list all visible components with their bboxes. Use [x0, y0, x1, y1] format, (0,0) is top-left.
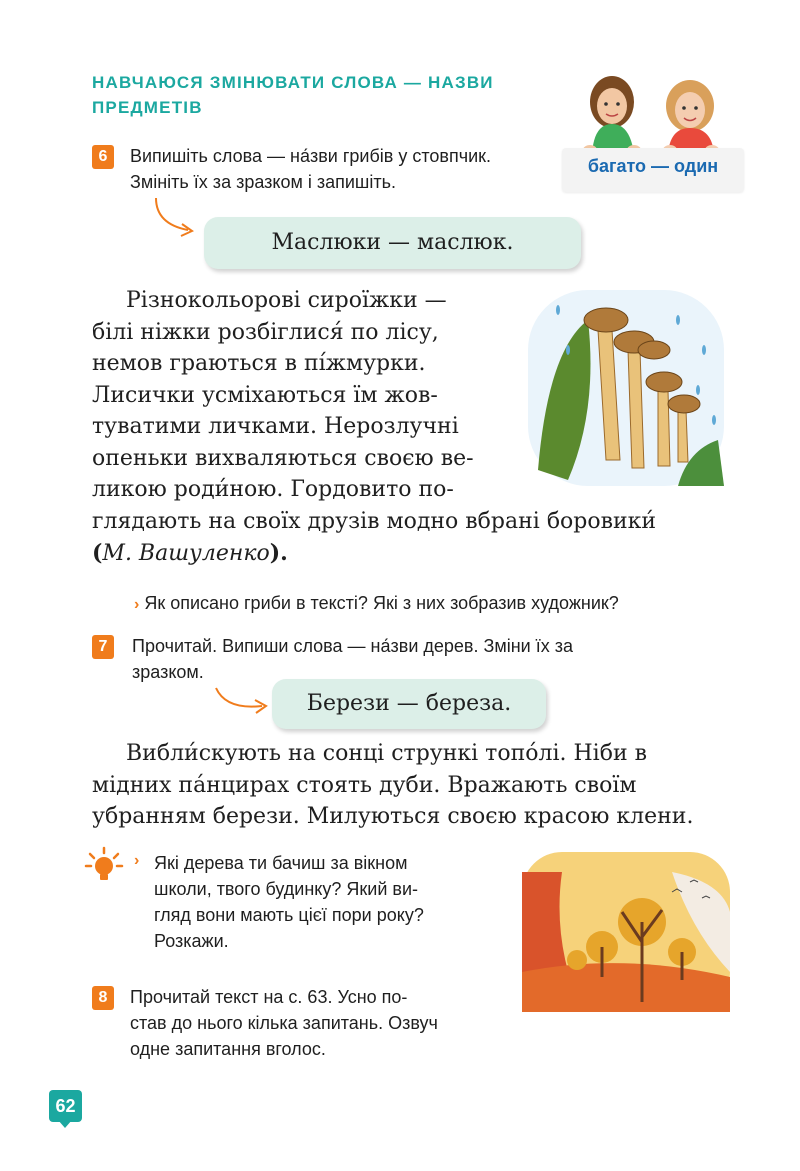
autumn-trees-illustration — [522, 852, 730, 1012]
reading1-line: білі ніжки розбіглися́ по лісу, — [92, 319, 439, 345]
task7-line-1: Прочитай. Випиши слова — на́зви дерев. Зміни їх за — [132, 636, 573, 656]
curved-arrow-icon — [150, 196, 200, 238]
reading-text-1 — [92, 285, 504, 506]
task6-line-1: Випишіть слова — на́зви грибів у стовпчик. — [130, 146, 492, 166]
banner-text: багато — один — [587, 156, 719, 176]
task-number-7: 7 — [92, 635, 114, 659]
task8-line: став до нього кілька запитань. Озвуч — [130, 1013, 438, 1033]
chevron-right-icon: › — [134, 596, 140, 613]
task-number-8: 8 — [92, 986, 114, 1010]
curved-arrow-icon — [212, 686, 272, 722]
kids-banner — [562, 62, 744, 192]
chevron-right-icon: › — [134, 852, 140, 869]
reading1-line: ликою роди́ною. Гордовито по- — [92, 477, 454, 502]
lightbulb-icon — [84, 846, 128, 886]
reading1-line: немов граються в пі́жмурки. — [92, 351, 426, 376]
page-number-tail — [58, 1120, 72, 1128]
reading2-line: убранням берези. Милуються своєю красою клени. — [92, 804, 694, 829]
question2-line: школи, твого будинку? Який ви- — [154, 879, 418, 899]
reading-text-1-end — [92, 506, 742, 569]
question-1-text: Як описано гриби в тексті? Які з них зобразив художник? — [144, 593, 619, 613]
task8-line: одне запитання вголос. — [130, 1039, 326, 1059]
reading2-line: мідних па́нцирах стоять дуби. Вражають своїм — [92, 772, 637, 798]
task6-sample: Маслюки — маслюк. — [204, 217, 581, 269]
question2-line: Які дерева ти бачиш за вікном — [154, 853, 408, 873]
page-number: 62 — [49, 1090, 82, 1122]
question-2 — [154, 850, 514, 954]
reading1-line: Різнокольорові сироїжки — — [126, 288, 447, 313]
section-title: НАВЧАЮСЯ ЗМІНЮВАТИ СЛОВА — НАЗВИ ПРЕДМЕТІВ — [92, 73, 494, 117]
task7-instruction — [132, 633, 737, 685]
reading2-line: Вибли́скують на сонці стрункі топо́лі. Ніби в — [126, 741, 647, 766]
question2-line: гляд вони мають цієї пори року? — [154, 905, 424, 925]
question2-line: Розкажи. — [154, 931, 229, 951]
reading1-attribution: (М. Вашуленко). — [92, 539, 288, 566]
task-number-6: 6 — [92, 145, 114, 169]
task7-line-2: зразком. — [132, 662, 204, 682]
reading1-line: опеньки вихваляються своєю ве- — [92, 445, 474, 471]
task8-line: Прочитай текст на с. 63. Усно по- — [130, 987, 408, 1007]
task7-sample: Берези — береза. — [272, 679, 546, 729]
author-name: М. Вашуленко — [102, 540, 270, 566]
reading-text-2 — [92, 738, 735, 833]
reading1-line: Лисички усміхаються їм жов- — [92, 382, 438, 408]
reading1-line: туватими личками. Нерозлучні — [92, 414, 459, 439]
kids-illustration — [562, 62, 744, 154]
question-1 — [134, 590, 754, 618]
task6-line-2: Змініть їх за зразком і запишіть. — [130, 172, 396, 192]
task8-instruction — [130, 984, 510, 1062]
reading1-line: глядають на своїх друзів модно вбрані боровики́ — [92, 509, 657, 534]
task6-instruction — [130, 143, 570, 195]
mushrooms-illustration — [528, 290, 724, 486]
